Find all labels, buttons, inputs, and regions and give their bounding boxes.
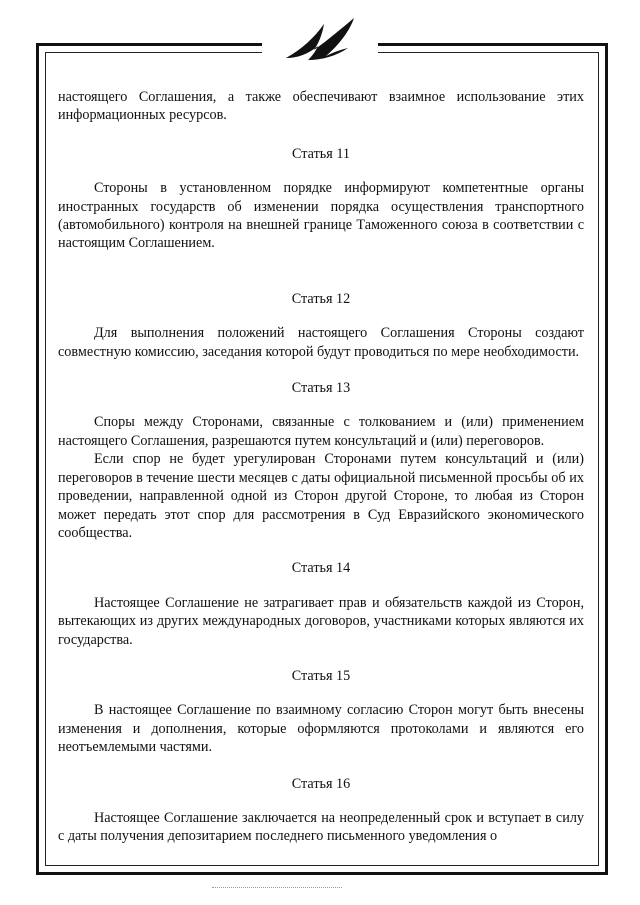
document-body <box>58 88 584 846</box>
article-heading: Статья 15 <box>291 667 351 684</box>
article-heading: Статья 14 <box>291 560 351 577</box>
article-paragraph: В настоящее Соглашение по взаимному согласию Сторон могут быть внесены изменения и дополнения, которые оформляются протоколами и являются его неотъемлемыми частями. <box>58 702 584 756</box>
article-heading: Статья 11 <box>292 145 350 162</box>
article-paragraph: Настоящее Соглашение не затрагивает прав и обязательств каждой из Сторон, вытекающих из других международных договоров, участниками которых являются их государства. <box>58 594 584 648</box>
article-heading: Статья 12 <box>291 290 351 307</box>
article-heading: Статья 16 <box>291 775 351 792</box>
article-paragraph: Для выполнения положений настоящего Соглашения Стороны создают совместную комиссию, заседания которой будут проводиться по мере необходимости. <box>58 325 584 360</box>
article-paragraph: Настоящее Соглашение заключается на неопределенный срок и вступает в силу с даты получения депозитарием последнего письменного уведомления о <box>58 809 584 845</box>
intro-paragraph: настоящего Соглашения, а также обеспечивают взаимное использование этих информационных ресурсов. <box>58 89 584 124</box>
article-paragraph: Стороны в установленном порядке информируют компетентные органы иностранных государств об изменении порядка осуществления транспортного (автомобильного) контроля на внешней границе Таможенного союза в соответствии с настоящим Соглашением. <box>58 180 584 252</box>
article-paragraph: Споры между Сторонами, связанные с толкованием и (или) применением настоящего Соглашения, разрешаются путем консультаций и (или) переговоров. <box>58 414 584 449</box>
emblem-logo <box>262 14 378 64</box>
article-heading: Статья 13 <box>291 380 351 397</box>
scan-noise <box>212 887 342 892</box>
article-paragraph: Если спор не будет урегулирован Сторонами путем консультаций и (или) переговоров в течение шести месяцев с даты официальной письменной просьбы об их проведении, направленной одной из Сторон другой Стороне, то любая из Сторон может передать этот спор для рассмотрения в Суд Евразийского экономического сообщества. <box>58 451 584 541</box>
